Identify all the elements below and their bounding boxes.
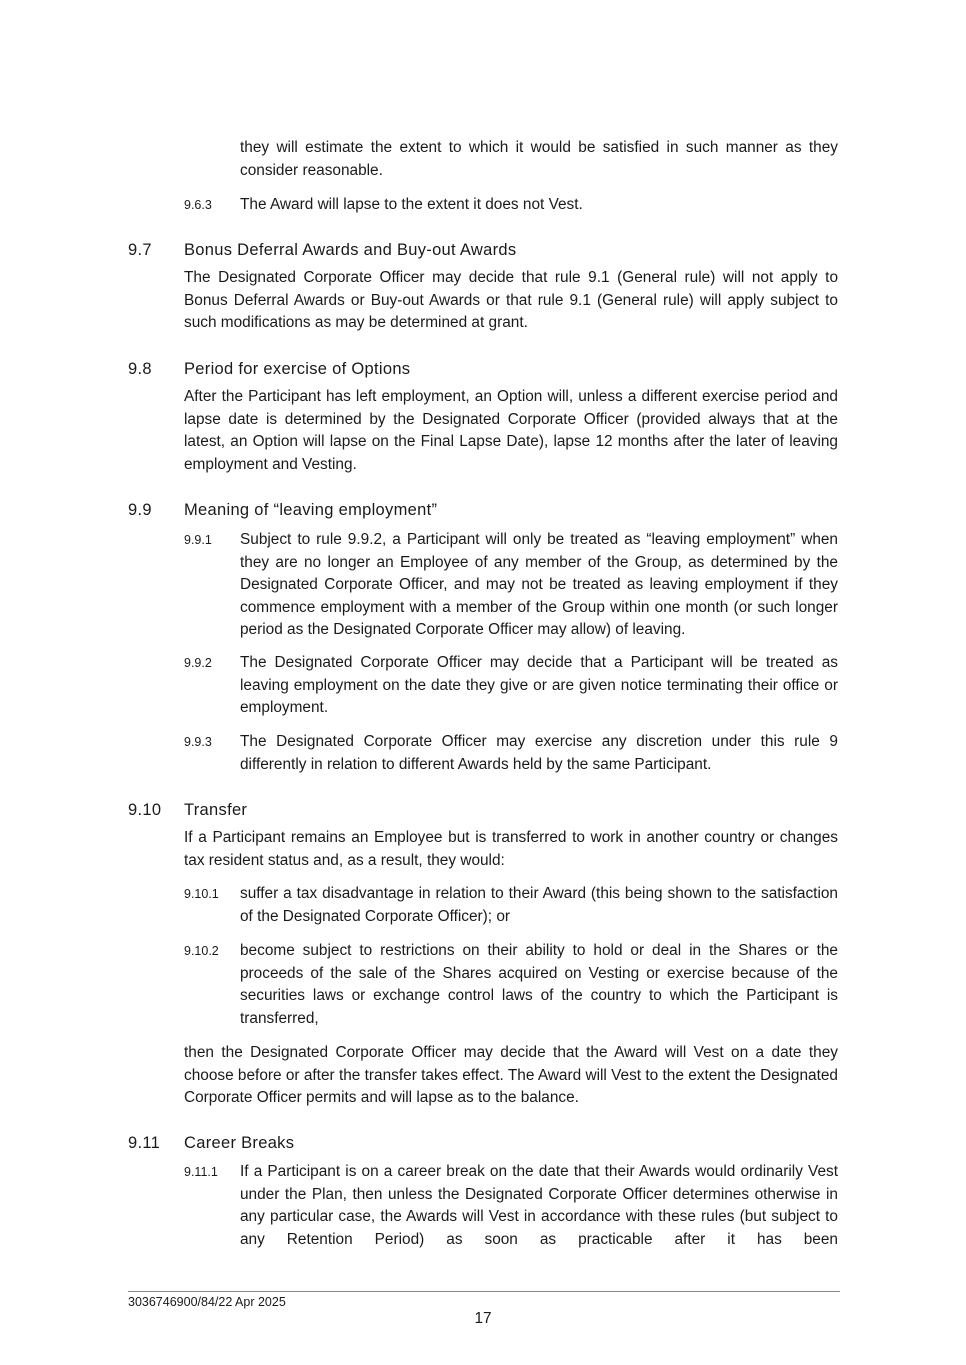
subclause-number: 9.10.1	[184, 887, 219, 901]
section-heading: Career Breaks	[184, 1134, 295, 1152]
subclause-text: The Designated Corporate Officer may decide that a Participant will be treated as leaving employment on the date they give or are given notice terminating their office or employment.	[240, 654, 838, 716]
subclause-number: 9.6.3	[184, 198, 212, 212]
footer-divider	[128, 1291, 840, 1292]
subclause-number: 9.9.3	[184, 735, 212, 749]
section-heading: Period for exercise of Options	[184, 360, 411, 378]
subclause-number: 9.10.2	[184, 944, 219, 958]
section-closing-paragraph: then the Designated Corporate Officer may decide that the Award will Vest on a date they choose before or after the transfer takes effect. The Award will Vest to the extent the Designated Corporate Officer permits and will lapse as to the balance.	[184, 1044, 838, 1106]
subclause-text: The Designated Corporate Officer may exercise any discretion under this rule 9 differently in relation to different Awards held by the same Participant.	[240, 733, 838, 773]
subclause-text: If a Participant is on a career break on the date that their Awards would ordinarily Vest under the Plan, then unless the Designated Corporate Officer determines otherwise in any particular case, the Awards will Vest in accordance with these rules (but subject to any Retention Period) as soon as practicable after it has been	[240, 1163, 838, 1248]
section-heading: Bonus Deferral Awards and Buy-out Awards	[184, 241, 517, 259]
section-number: 9.10	[128, 801, 162, 819]
section-number: 9.8	[128, 360, 152, 378]
subclause-number: 9.9.1	[184, 533, 212, 547]
subclause-text: suffer a tax disadvantage in relation to their Award (this being shown to the satisfaction of the Designated Corporate Officer); or	[240, 885, 838, 925]
section-paragraph: The Designated Corporate Officer may decide that rule 9.1 (General rule) will not apply to Bonus Deferral Awards or Buy-out Awards or that rule 9.1 (General rule) will apply subject to such modifications as may be determined at grant.	[184, 269, 838, 331]
section-number: 9.9	[128, 501, 152, 519]
subclause-text: The Award will lapse to the extent it does not Vest.	[240, 196, 583, 213]
subclause-number: 9.11.1	[184, 1165, 218, 1179]
section-heading: Transfer	[184, 801, 248, 819]
subclause-number: 9.9.2	[184, 656, 212, 670]
document-reference: 3036746900/84/22 Apr 2025	[128, 1295, 286, 1309]
section-heading: Meaning of “leaving employment”	[184, 501, 438, 519]
page-number: 17	[474, 1310, 492, 1327]
continuation-paragraph: they will estimate the extent to which it would be satisfied in such manner as they consider reasonable.	[240, 139, 838, 179]
section-number: 9.11	[128, 1134, 161, 1152]
section-paragraph: After the Participant has left employment, an Option will, unless a different exercise period and lapse date is determined by the Designated Corporate Officer (provided always that at the latest, an Option will lapse on the Final Lapse Date), lapse 12 months after the later of leaving employment and Vesting.	[184, 388, 838, 473]
subclause-text: Subject to rule 9.9.2, a Participant will only be treated as “leaving employment” when they are no longer an Employee of any member of the Group, as determined by the Designated Corporate Officer, and may not be treated as leaving employment if they commence employment with a member of the Group within one month (or such longer period as the Designated Corporate Officer may allow) of leaving.	[240, 531, 838, 638]
subclause-text: become subject to restrictions on their ability to hold or deal in the Shares or the proceeds of the sale of the Shares acquired on Vesting or exercise because of the securities laws or exchange control laws of the country to which the Participant is transferred,	[240, 942, 838, 1027]
section-number: 9.7	[128, 241, 152, 259]
section-paragraph: If a Participant remains an Employee but is transferred to work in another country or changes tax resident status and, as a result, they would:	[184, 829, 838, 869]
